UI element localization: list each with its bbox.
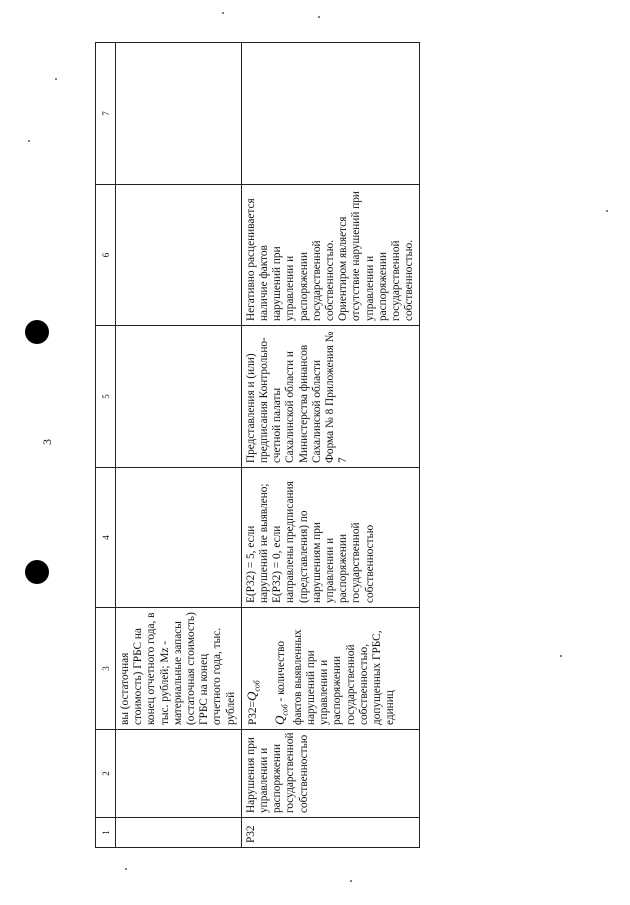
continuation-cell-name (116, 730, 242, 818)
indicator-name: Нарушения при управлении и распоряжении государственной собственностью (241, 730, 420, 818)
column-number-1: 1 (96, 818, 116, 848)
column-number-6: 6 (96, 185, 116, 326)
column-number-5: 5 (96, 326, 116, 468)
column-number-2: 2 (96, 730, 116, 818)
continuation-cell-evaluation (116, 468, 242, 608)
formula-lhs: P32= (246, 701, 259, 725)
continuation-cell-comment (116, 185, 242, 326)
indicator-formula (241, 608, 420, 730)
continuation-cell-source (116, 326, 242, 468)
rotated-table-container (95, 43, 418, 848)
column-number-7: 7 (96, 43, 116, 185)
indicator-source: Представления и (или) предписания Контрольно-счетной палаты Сахалинской области и Министерства финансов Сахалинской области Форма № 8 Приложения № 7 (241, 326, 420, 468)
column-number-4: 4 (96, 468, 116, 608)
scan-speck (318, 16, 320, 18)
continuation-cell-note (116, 43, 242, 185)
indicator-comment: Негативно расценивается наличие фактов нарушений при управлении и распоряжении государственной собственностью. Ориентиром является отсутствие нарушений при управлении и распоряжении государственной собственностью. (241, 185, 420, 326)
continuation-cell-code (116, 818, 242, 848)
indicator-code: P32 (241, 818, 420, 848)
criteria-table (95, 42, 420, 848)
formula-q-description: - количество фактов выявленных нарушений при управлении и распоряжении государственной собственностью, допущенных ГРБС, единиц (275, 629, 397, 725)
formula-q-symbol: Q (243, 691, 259, 702)
indicator-evaluation: E(P32) = 5, если нарушений не выявлено; E(P32) = 0, если направлены предписания (представления) по нарушениям при управлении и распоряжении государственной собственностью (241, 468, 420, 608)
indicator-note (241, 43, 420, 185)
column-number-3: 3 (96, 608, 116, 730)
scan-speck (125, 868, 127, 870)
scan-speck (55, 78, 57, 80)
scan-speck (606, 210, 608, 212)
formula-q-subscript: соб (252, 680, 262, 692)
legend-q-symbol: Q (272, 715, 288, 725)
table-row (241, 43, 420, 848)
punch-hole (25, 320, 49, 344)
scan-speck (350, 880, 352, 882)
continuation-formula: вы (остаточная стоимость) ГРБС на конец отчетного года, в тыс. рублей; Mz - материальные запасы (остаточная стоимость) ГРБС на конец отчетного года, тыс. рублей (116, 608, 242, 730)
scan-speck (28, 140, 30, 142)
scan-speck (560, 655, 562, 657)
scan-speck (222, 12, 224, 14)
column-number-row (96, 43, 116, 848)
page-number: 3 (40, 439, 54, 445)
continuation-row (116, 43, 242, 848)
legend-q-subscript: соб (280, 704, 290, 716)
punch-hole (25, 560, 49, 584)
